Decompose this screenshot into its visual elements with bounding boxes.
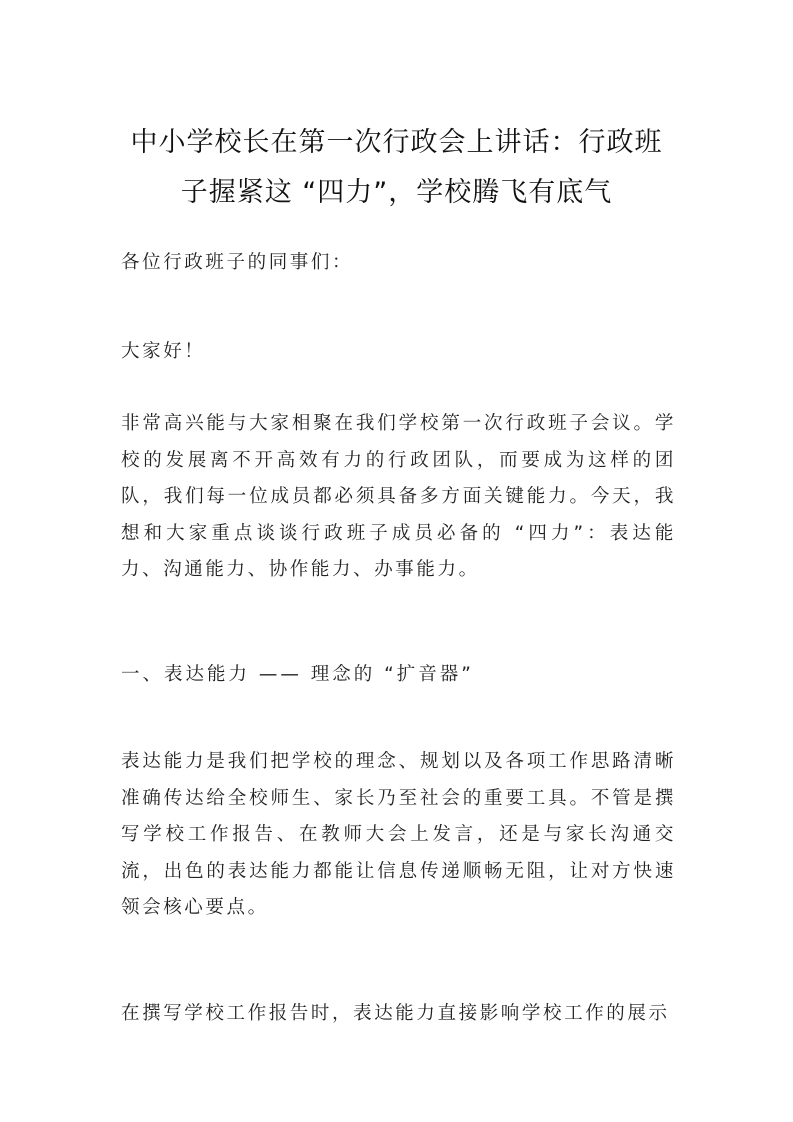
document-title [100, 118, 693, 218]
greeting: 大家好！ [121, 341, 206, 362]
salutation: 各位行政班子的同事们： [121, 252, 354, 273]
section-paragraph: 在撰写学校工作报告时，表达能力直接影响学校工作的展示 [121, 1003, 670, 1024]
intro-paragraph: 非常高兴能与大家相聚在我们学校第一次行政班子会议。学校的发展离不开高效有力的行政团队，而要成为这样的团队，我们每一位成员都必须具备多方面关键能力。今天，我想和大家重点谈谈行政班子成员必备的 “四力”：表达能力、沟通能力、协作能力、办事能力。 [121, 413, 676, 580]
section-heading: 一、表达能力 —— 理念的 “扩音器” [121, 664, 474, 685]
section-paragraph: 表达能力是我们把学校的理念、规划以及各项工作思路清晰准确传达给全校师生、家长乃至社会的重要工具。不管是撰写学校工作报告、在教师大会上发言，还是与家长沟通交流，出色的表达能力都能让信息传递顺畅无阻，让对方快速领会核心要点。 [121, 751, 676, 918]
title-line-2: 子握紧这 “四力”，学校腾飞有底气 [180, 177, 613, 208]
title-line-1: 中小学校长在第一次行政会上讲话：行政班 [130, 127, 663, 158]
